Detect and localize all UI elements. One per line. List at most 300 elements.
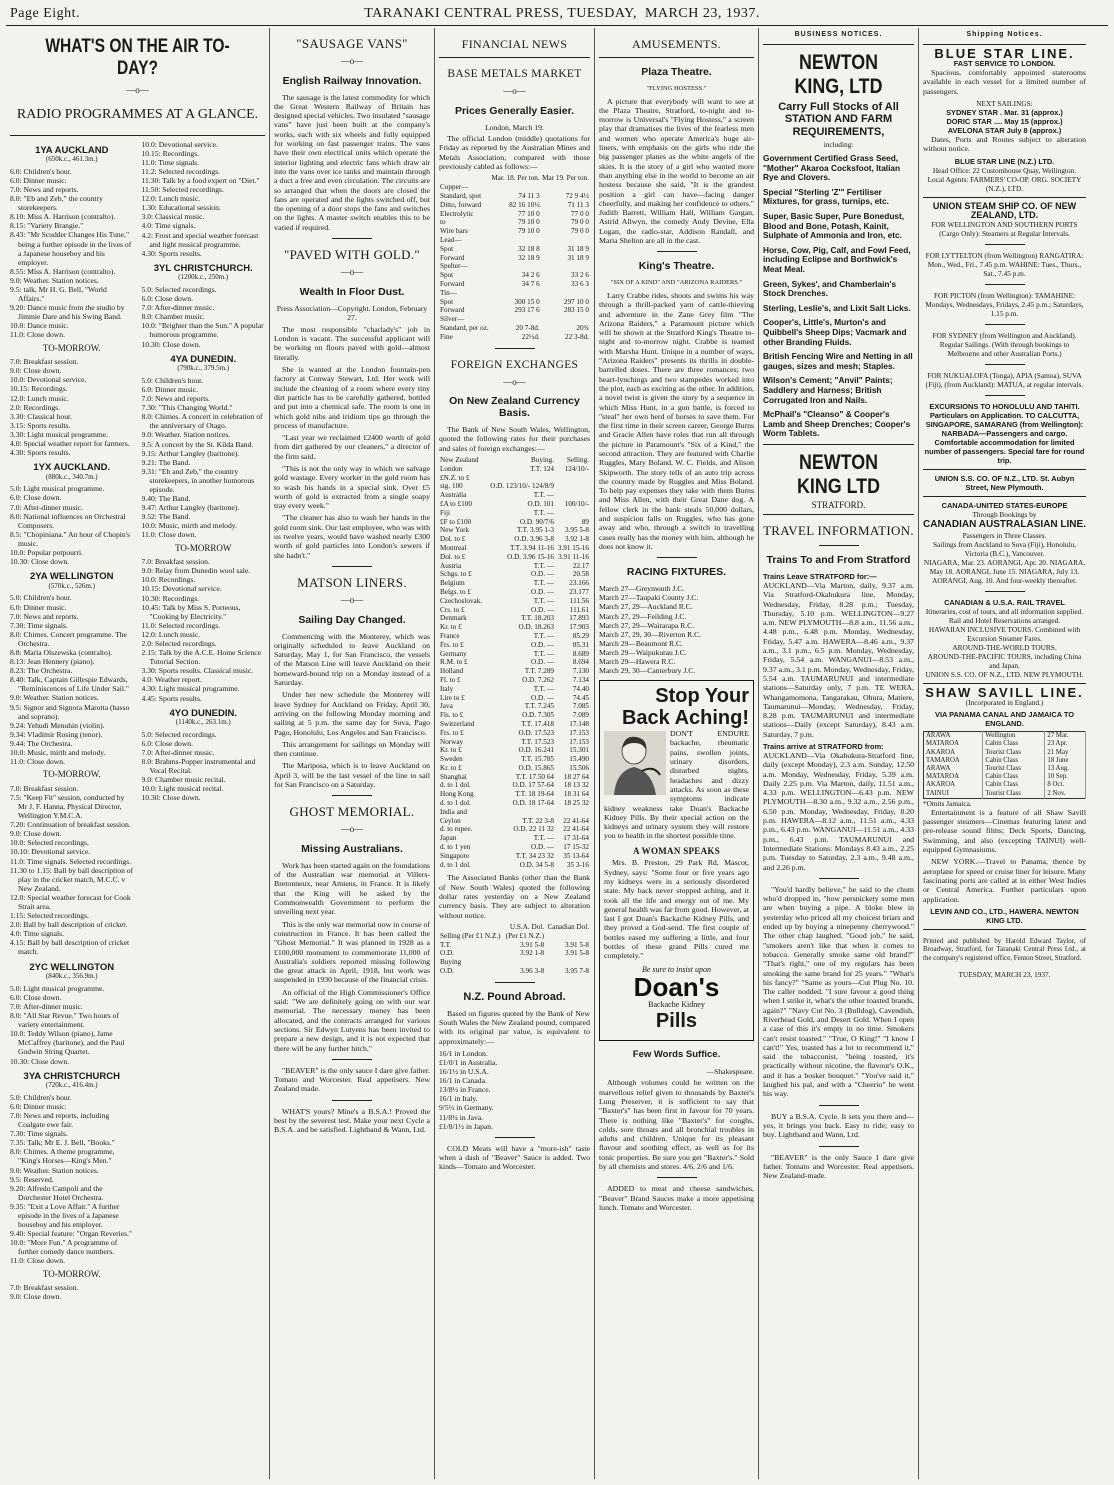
programme-item: 5.0: Children's hour. — [10, 593, 72, 603]
usd-row-cell: 3.91 5-8 — [565, 940, 589, 949]
voyage-row — [924, 749, 1086, 757]
columns — [6, 28, 1108, 1479]
metals-row-cell: 31 18 9 — [567, 253, 589, 262]
tomorrow-heading: TO-MORROW — [175, 542, 232, 553]
divider — [819, 1105, 859, 1106]
matson-body-2: Under her new schedule the Monterey will leave Sydney for Auckland on Friday, April 30, arriving on the following Monday morning and sailing at 5 p.m. the same day for Suva, Pago Pago, Honolulu, Los Angeles and San Francisco. — [274, 690, 430, 737]
metals-row-cell: 72 9 4½ — [565, 191, 589, 200]
hawaiian: HAWAIIAN INCLUSIVE TOURS. Combined with Excursion Steamer Fares. — [928, 624, 1081, 643]
exchange-row-cell: 74.40 — [572, 684, 589, 693]
programme-item: 10.0: Teddy Wilson (piano), Jame McCaffrey (baritone), and the Paul Godwin String Quartet. — [10, 1029, 125, 1057]
metals-row-cell: Forward — [440, 306, 465, 315]
programme-item: 7.0: After-dinner music. — [10, 502, 83, 512]
exchange-row-cell: 3.91 15-16 — [557, 543, 589, 552]
matson-subtitle: Sailing Day Changed. — [298, 613, 406, 626]
divider — [332, 795, 372, 796]
voyage-row-cell: MATAROA — [924, 773, 983, 781]
programme-item: 9.0: Close down. — [10, 366, 62, 376]
divider — [657, 1177, 697, 1178]
divider — [985, 244, 1025, 245]
divider — [332, 566, 372, 567]
metals-row-cell: Forward — [440, 279, 465, 288]
programme-item: 8.10: Miss A. Harrison (contralto). — [10, 212, 116, 222]
usd-row-cell — [503, 958, 545, 967]
doans-dont: DON'T ENDURE backache, rheumatic pains, swollen joints, urinary disorders, disturbed nights, headaches and dizzy attacks. As soon as these symptoms indicate kidney weakness take Doan's Backache Kidney Pills. By their special action on the kidneys and urinary system they will restore you to health in the shortest possible time. — [604, 729, 749, 841]
exchange-row — [439, 711, 590, 720]
metals-row — [439, 183, 590, 192]
divider — [923, 197, 1086, 198]
programme-item: 10.0: "More Fun." A programme of further comedy dance numbers. — [10, 1238, 118, 1257]
programme-item: 8.0: "Eb and Zeb," the country storekeepers. — [10, 194, 103, 213]
ornament: —o— — [126, 85, 149, 95]
metals-row-cell — [541, 289, 590, 298]
exchange-row-cell: O.D. 3.96 15-16 — [507, 552, 555, 561]
itineraries: Itineraries, cost of tours, and all information supplied. Rail and Hotel Reservations arranged. — [925, 606, 1084, 625]
metals-row-cell — [490, 315, 541, 324]
exchange-row-cell: T.T. 18.203 — [521, 614, 555, 623]
racing-item: March 27, 29, 30—Riverton R.C. — [599, 629, 702, 639]
exchange-row-cell: Australia — [440, 491, 467, 500]
cold-meats-ad: COLD Meats will have a "more-ish" taste when a dash of "Beaver" Sauce is added. Two kinds—Tomato and Worcester. — [439, 1143, 590, 1172]
metals-row-cell: Forward — [440, 253, 465, 262]
exchange-row-cell: d. to 1 yen — [440, 843, 471, 852]
programme-item: 10.0: Devotional service. — [10, 375, 87, 385]
exchange-row — [439, 570, 590, 579]
usd-row-cell: O.D. — [440, 966, 454, 975]
newton-king-item: Government Certified Grass Seed, "Mother" Akaroa Cocksfoot, Italian Rye and Clovers. — [763, 153, 901, 183]
exchange-row-cell: Ceylon — [440, 816, 461, 825]
exchange-row-cell: London — [440, 464, 463, 473]
programme-item: 7.30: Time signals. — [10, 620, 68, 630]
exchange-row-cell: Sweden — [440, 755, 463, 764]
voyage-row-cell: 2 Nov. — [1045, 790, 1086, 799]
exchange-row — [439, 509, 590, 518]
beaver-sauce-ad: "BEAVER" is the only Sauce I dare give father. Tomato and Worcester. Real appetisers. New Zealand-made. — [763, 1152, 914, 1181]
exchange-row-cell: 22 41-64 — [563, 816, 589, 825]
exchange-note: The Associated Banks (other than the Bank of New South Wales) quoted the following dollar rates yesterday on a New Zealand currency basis. They are subject to alteration without notice. — [439, 873, 590, 920]
programme-item: 7.0: After-dinner music. — [141, 303, 215, 313]
exchange-row-cell: 7.130 — [572, 667, 589, 676]
usd-row-cell: 3.91 5-8 — [565, 949, 589, 958]
racing-item: March 27, 29—Feilding J.C. — [599, 611, 687, 621]
programme-item: 9.0: Weather. Station notices. — [10, 1165, 99, 1175]
exchange-row-cell: 22.17 — [572, 561, 589, 570]
exchange-row-cell: O.D. — — [531, 640, 555, 649]
programme-item: 7.0: Breakfast session. — [141, 557, 210, 567]
exchange-row — [439, 738, 590, 747]
programme-item: 10.30: Close down. — [141, 339, 201, 349]
programme-item: 5.0: Children's hour. — [10, 1092, 72, 1102]
metals-row — [439, 333, 590, 342]
programme-item: 11.2: Selected recordings. — [141, 166, 221, 176]
bsa-ad: WHAT'S yours? Mine's a B.S.A.! Proved the best by the severest test. Make your next Cycle a B.S.A. and be satisfied. Lightband & Wann, Ltd. — [274, 1106, 430, 1135]
exchange-row-cell: T.T. 17.418 — [521, 719, 555, 728]
programme-item: 10.30: Close down. — [10, 557, 70, 567]
exchange-row-cell: 18 27 64 — [563, 772, 589, 781]
metals-row — [439, 201, 590, 210]
station-frequency: (790k.c., 379.5m.) — [177, 364, 230, 373]
exchange-row-cell: O.D. 34 5-8 — [519, 860, 555, 869]
exchange-row-cell: Dol. to £ — [440, 535, 466, 544]
exchange-row-cell: O.D. — — [531, 587, 555, 596]
divider — [923, 683, 1086, 684]
programme-item: 12.0: Lunch music. — [141, 194, 201, 204]
divider — [439, 57, 590, 58]
ghost-subtitle: Missing Australians. — [301, 842, 403, 855]
pound-intro: Based on figures quoted by the Bank of New South Wales the New Zealand pound, compared with its original par value, is equivalent to approximately:— — [439, 1008, 590, 1046]
metals-row — [439, 324, 590, 333]
exchange-row-cell: 23.166 — [569, 579, 589, 588]
doans-logo — [604, 965, 749, 1032]
metals-row-cell: 79 0 0 — [571, 227, 589, 236]
programme-item: 4.30: Sports results. — [141, 248, 202, 258]
exchange-row-cell: Kr. to £ — [440, 623, 462, 632]
exchange-row-cell: 85.31 — [572, 640, 589, 649]
divider — [599, 57, 754, 58]
programme-item: 11.50: Selected recordings. — [141, 185, 224, 195]
exchange-row — [439, 658, 590, 667]
programme-item: 3.30: Sports results. Classical music. — [141, 666, 254, 676]
paper-name: TARANAKI CENTRAL PRESS, TUESDAY, — [364, 6, 637, 21]
programme-item: 1.30: Educational session. — [141, 203, 221, 213]
usd-row-cell — [545, 958, 590, 967]
ghost-body-1: Work has been started again on the foundations of the Australian war memorial at Villers-Bretonneux, near Amiens, in France. It is likely that the King will be asked by the Commonwealth Government to perform the unveiling next year. — [274, 860, 430, 917]
station-frequency: (880k.c., 340.7m.) — [45, 472, 98, 481]
exchange-header: Selling. — [566, 456, 589, 464]
exchange-row-cell: Frs. to £ — [440, 640, 464, 649]
racing-item: March 29—Beaumont R.C. — [599, 638, 683, 648]
exchange-row — [439, 720, 590, 729]
voyage-row-cell: AKAROA — [924, 781, 983, 789]
exchange-row-cell: O.D. — — [531, 658, 555, 667]
programme-item: 9.15: Arthur Langley (baritone). — [141, 448, 240, 458]
programme-item: 8.0: Chamber music. — [141, 312, 205, 322]
programme-item: 6.0: Children's hour. — [10, 166, 72, 176]
programme-item: 4.15: Ball by ball description of cricket match. — [10, 938, 130, 957]
exchange-row-cell: 74.45 — [572, 693, 589, 702]
exchange-row — [439, 843, 590, 852]
programme-item: 2.15: Talk by the A.C.E. Home Science Tutorial Section. — [141, 648, 262, 667]
programme-item: 6.0: Dinner music. — [141, 384, 199, 394]
voyage-row-cell: Tourist Class — [983, 790, 1045, 799]
exchange-row-cell: O.D. 18 17-64 — [512, 799, 555, 808]
exchange-row — [439, 799, 590, 808]
exchange-row — [439, 482, 590, 491]
through-bookings: Through Bookings by — [972, 509, 1037, 519]
fast-service: FAST SERVICE TO LONDON. — [953, 59, 1056, 69]
gold-body-4: "This is not the only way in which we salvage gold wastage. Every worker in the gold room has to wash his hands in a special sink. Over £5 worth of gold is extracted from a single soapy tray every week." — [274, 463, 430, 511]
usd-row-cell: T.T. — [440, 940, 452, 949]
metals-row-cell: 77 0 0 — [571, 209, 589, 218]
pound-item: 16/1½ in U.S.A. — [439, 1067, 489, 1077]
newton-king-item: Green, Sykes', and Chamberlain's Stock Drenches. — [763, 278, 897, 299]
exchange-row-cell: 35 3-16 — [566, 860, 589, 869]
programme-item: 9.5: talk, Mr H. G. Bell, "World Affairs." — [10, 285, 107, 304]
shaw-savill: SHAW SAVILL LINE. — [925, 684, 1084, 700]
exchange-row-cell: O.D. — — [531, 843, 555, 852]
trains-leave: AUCKLAND—Via Marton, daily, 9.37 a.m. Via Stratford-Okahukura line, Monday, Wednesday, Friday, 8.28 p.m.; Tuesday, Thursday, 5.10 p.m. WELLINGTON—9.27 a.m. NEW PLYMOUTH—8.8 a.m., 11.56 a.m., 4.48 p.m., 6.48 p.m. Monday, Wednesday, Friday, 5.47 a.m. HAWERA—8.46 a.m., 9.37 a.m., 3.1 p.m., 6.5 p.m. Monday, Wednesday, Friday, 5.54 a.m. WANGANUI—8.53 a.m., 9.37 a.m., 3.1 p.m. Monday, Wednesday, Friday, 5.54 a.m. TAUMARUNUI and intermediate stations—Saturday only, 7 p.m. TE WERA, Whangamomona, Tangarakau, Ohura, Matiere, Taumarunui—Monday, Wednesday, Friday, 8.28 p.m. TAUMARUNUI and intermediate stations—Daily (except Saturday), 8.43 a.m. Saturday, 7 p.m. — [763, 580, 914, 739]
nukualofa: FOR NUKUALOFA (Tonga), APIA (Samoa), SUVA (Fiji), (from Auckland): MATUA, at regular intervals. — [925, 370, 1084, 389]
metals-row-cell — [490, 183, 541, 192]
ornament: —o— — [503, 86, 526, 96]
metals-row-cell: 293 17 6 — [514, 306, 540, 315]
exchange-row-cell: d. to 1 dol. — [440, 781, 471, 790]
exchange-row — [439, 641, 590, 650]
exchange-row — [439, 825, 590, 834]
voyage-row — [924, 790, 1086, 799]
exchange-row-cell: O.D. — — [531, 570, 555, 579]
programme-item: 11.0: Close down. — [10, 1256, 65, 1266]
programme-item: 6.0: Close down. — [10, 992, 62, 1002]
newton-king-title-2: NEWTON KING LTD — [797, 450, 880, 498]
programme-item: 1.15: Selected recordings. — [10, 911, 89, 921]
exchange-row-cell: 8.694 — [572, 658, 589, 667]
station-name: 2YC WELLINGTON — [29, 961, 115, 973]
exchange-row-cell: Switzerland — [440, 719, 475, 728]
divider — [923, 44, 1086, 45]
metals-row — [439, 262, 590, 271]
blue-star-sailings — [923, 108, 1086, 135]
usd-row-cell: 3.91 5-8 — [520, 940, 545, 949]
exchange-row-cell: T.T. 15.785 — [521, 755, 555, 764]
divider — [923, 929, 1086, 930]
voyage-row-cell: 23 Apr. — [1045, 740, 1086, 748]
programme-item: 4.2: Frost and special weather forecast and light musical programme. — [141, 230, 259, 249]
doans-ad — [599, 680, 754, 1041]
exchange-row — [439, 491, 590, 500]
programme-item: 10.0: Recordings. — [141, 575, 196, 585]
pound-item: 16/1 in Canada. — [439, 1076, 487, 1086]
exchange-subtitle: On New Zealand Currency Basis. — [449, 395, 580, 420]
metals-row-cell: 300 15 0 — [514, 297, 540, 306]
usd-row-cell: 3.95 7-8 — [565, 966, 589, 975]
programme-item: 6.0: Dinner music. — [10, 602, 67, 612]
exchange-row-cell: T.T. 17.50 64 — [515, 772, 555, 781]
voyage-row-cell: 27 Mar. — [1045, 732, 1086, 741]
exchange-row-cell: 23.177 — [569, 587, 589, 596]
kings-body: Larry Crabbe rides, shoots and swims his way through a thrill-packed yarn of cattle-thieving and adventure in the Zane Grey film "The Arizona Raiders," a Paramount picture which will be shown at the Stratford King's Theatre to-night and to-morrow night. Crabbe is teamed with Marsha Hunt. Unique in a number of ways, "Arizona Raiders" presents its thrills in double-barrelled doses. There are three romances; two heart-lynchings and two stampedes worked into the plot, each as exciting as the other. In addition, a novel twist is given the story by a sequence in which Miss Hunt, in a gun battle, is forced to "steal" her own herd of horses to save them. For the first time in their screen career, George Burns and Gracie Allen have roles that run all through the picture in Paramount's "Six of a Kind," the second attraction. They are featured with Charlie Ruggles, Mary Boland, W. C. Fields, and Alison Skipworth. The story tells of an auto trip across the country made by Ruggles and Miss Boland. To help pay expenses they take with them Burns and Miss Allen, with their Great Dane dog. A fellow clerk in the bank steals 50,000 dollars, and suspicion falls on Ruggles, who has gone away and who, through a switch in travelling cases really has the money with him, although he does not know it. — [599, 290, 754, 551]
exchange-row — [439, 632, 590, 641]
exchange-row-cell: 15.301 — [569, 746, 589, 755]
exchange-row-cell: T.T. — — [533, 596, 555, 605]
exchange-row-cell: Singapore — [440, 851, 470, 860]
metals-row-cell: 297 10 0 — [563, 297, 589, 306]
metals-row-cell — [541, 236, 590, 245]
spacious: Spacious, comfortably appointed staterooms available in each vessel for a limited number of passengers. — [923, 68, 1086, 96]
divider — [763, 514, 914, 515]
racing-item: March 29, 30—Canterbury J.C. — [599, 666, 696, 676]
newton-king-item: Super, Basic Super, Pure Bonedust, Blood and Bone, Potash, Kainit, Sulphate of Ammonia and Iron, etc. — [763, 211, 905, 241]
column-amusements — [595, 28, 759, 1479]
ghost-title: GHOST MEMORIAL. — [289, 804, 415, 820]
ornament: —o— — [340, 824, 364, 835]
exchange-row-cell: T.T. — — [533, 491, 555, 500]
exchange-row-cell: Montreal — [440, 543, 467, 552]
voyage-row-cell: Cabin Class — [983, 781, 1045, 789]
exchange-row-cell: Fl. to £ — [440, 675, 461, 684]
gold-dateline: Press Association—Copyright. London, February 27. — [276, 303, 428, 323]
sausage-title: "SAUSAGE VANS" — [296, 36, 408, 51]
usc-title: UNION STEAM SHIP CO. OF NEW ZEALAND, LTD. — [932, 200, 1077, 220]
footer-date: TUESDAY, MARCH 23, 1937. — [958, 969, 1051, 979]
baxters-body: Although volumes could be written on the marvellous relief given to thousands by Baxter's Lung Preserver, it is sufficient to say that "Baxter's" has been first in favour for 70 years. There is nothing like "Baxter's" for coughs, colds, sore throats and all bronchial troubles in adults and children. Unique for its pleasant flavour and soothing effect, as well as for its tonic properties. Be sure you get "Baxter's." Sold by all chemists and stores. 4/6, 2/6 and 1/6. — [599, 1078, 754, 1172]
pound-item: 9/5½ in Germany. — [439, 1103, 494, 1113]
doans-pills: Pills — [655, 1009, 698, 1032]
station-frequency: (720k.c., 416.4m.) — [45, 1081, 98, 1090]
plaza-body: A picture that everybody will want to see at the Plaza Theatre, Stratford, to-night and to-morrow is Universal's "Flying Hostess," a screen play that dramatises the lives of the fearless men and women who operate America's huge air-liners, with emphasis on the girls who ride the big passenger planes as the white angels of the skies. It is the story of a girl who wanted more than anything else in the world to become an air hostess because she said, "It is the grandest position a girl can have—facing danger cheerfully, and making her confidence to others." Judith Barrett, William Hall, William Gargan, Astrid Allwyn, the comedy Andy Devine, Ella Logan, the radio-star, Addison Randall, and Maria Shelton are all in the cast. — [599, 96, 754, 246]
divider — [495, 1137, 535, 1138]
exchange-row-cell: France — [440, 631, 460, 640]
metals-row-cell: Tin— — [440, 288, 457, 297]
metals-row-cell: 33 6 3 — [571, 279, 589, 288]
exchange-row — [439, 755, 590, 764]
usc-3: UNION S.S. CO. OF N.Z., LTD. NEW PLYMOUTH. — [925, 669, 1084, 679]
programme-item: 11.0: Close down. — [10, 330, 65, 340]
pound-item: 16/1 in Italy. — [439, 1094, 478, 1104]
metals-row-cell: 79 10 0 — [518, 227, 540, 236]
programme-item: 7.0: News and reports, including Coalgate ewe fair. — [10, 1110, 110, 1130]
newton-king-item: Special "Sterling 'Z'" Fertiliser Mixtures, for grass, turnips, etc. — [763, 186, 889, 207]
exchange-row-cell: 85.29 — [572, 631, 589, 640]
voyage-row-cell: ARAWA — [924, 732, 983, 741]
exchange-row-cell: 3.92 1-8 — [565, 535, 589, 544]
exchange-row-cell: 3.91 11-16 — [558, 552, 589, 561]
doans-sub: Backache Kidney — [648, 1000, 705, 1010]
programme-item: 2.0: Ball by ball description of cricket. — [10, 920, 128, 930]
blue-star-agents: Local Agents: FARMERS' CO-OP. ORG. SOCIETY (N.Z.), LTD. — [927, 174, 1082, 193]
metals-row-cell: 79 0 0 — [571, 218, 589, 227]
divider — [819, 878, 859, 879]
exchange-row-cell: 7.089 — [572, 711, 589, 720]
usd-table — [439, 923, 590, 976]
divider — [657, 251, 697, 252]
programme-item: 9.0: Weather. Station notices. — [141, 430, 231, 440]
exchange-row — [439, 500, 590, 509]
programme-item: 9.20: Dance music from the studio by Jimmie Dare and his Swing Band. — [10, 303, 125, 322]
exchange-row-cell: T.T. — — [533, 834, 555, 843]
three-classes: Passengers in Three Classes. — [962, 530, 1047, 540]
paper-date: MARCH 23, 1937. — [644, 6, 760, 21]
column-news-a — [270, 28, 435, 1479]
programme-item: 10.0: Popular potpourri. — [10, 548, 83, 558]
metals-col-1: Mar. 18. Per ton. — [491, 174, 540, 183]
gold-body-2: She is wanted at the London fountain-pen factory at Conway Stewart, Ltd. Her work will include the cleaning of a room where every tiny dirt particle has to be carefully gathered, bottled and put into a chemical safe. The room is one in which gold nibs and iridium tips go through the process of manufacture. — [274, 365, 430, 430]
programme-item: 9.47: Arthur Langley (baritone). — [141, 503, 240, 513]
metals-row — [439, 245, 590, 254]
exchange-row-cell: R.M. to £ — [440, 658, 468, 667]
metals-col-2: Mar 19. Per ton. — [542, 174, 589, 183]
programme-item: 3.0: Classical music. — [141, 212, 205, 222]
exchange-row-cell: 111.61 — [569, 605, 589, 614]
exchange-row-cell: 89 — [581, 517, 589, 526]
programme-item: 7.0: News and reports. — [10, 611, 79, 621]
programme-item: 7.0: After-dinner music. — [10, 1001, 83, 1011]
exchange-row-cell: Italy — [440, 684, 454, 693]
programme-item: 4.30: Light musical programme. — [141, 684, 240, 694]
ornament: —o— — [340, 594, 364, 605]
racing-item: March 29—Hawera R.C. — [599, 657, 676, 666]
pound-title: N.Z. Pound Abroad. — [463, 990, 566, 1003]
exchange-row-cell: Java — [440, 702, 453, 711]
canadian-australasian: CANADIAN AUSTRALASIAN LINE. — [923, 518, 1086, 530]
stratford: STRATFORD. — [811, 499, 866, 510]
metals-row-cell: to — [440, 218, 446, 227]
voyage-row-cell: Cabin Class — [983, 757, 1045, 765]
programme-item: 9.21: The Band. — [141, 457, 191, 467]
voyage-row-cell: Tourist Class — [983, 765, 1045, 773]
sailing-item: AVELONA STAR July 8 (approx.) — [947, 126, 1062, 136]
usd-row — [439, 967, 590, 976]
newton-king-item: Horse, Cow, Pig, Calf, and Fowl Feed, including Eclipse and Borthwick's Meat Meal. — [763, 244, 911, 275]
voyage-row — [924, 765, 1086, 773]
niagara: NIAGARA, Mar. 23. AORANGI, Apr. 20. NIAGARA, May 18. AORANGI, June 15. NIAGARA, July 13. AORANGI, Aug. 10. And four-weekly thereafter. — [923, 557, 1086, 585]
exchange-title: FOREIGN EXCHANGES — [450, 358, 579, 371]
programme-item: 5.0: Selected recordings. — [141, 285, 217, 294]
exchange-row-cell: Lire to £ — [440, 693, 465, 702]
exchange-row — [439, 861, 590, 870]
exchange-row — [439, 790, 590, 799]
exchange-row — [439, 685, 590, 694]
exchange-row-cell: 17 31-64 — [563, 834, 589, 843]
metals-row-cell: 31 18 9 — [567, 244, 589, 253]
station-frequency: (570k.c., 526m.) — [48, 581, 95, 590]
gold-title: "PAVED WITH GOLD." — [283, 247, 421, 263]
picton: FOR PICTON (from Wellington): TAMAHINE: Mondays, Wednesdays, Fridays, 2.45 p.m.; Saturdays, 1.15 p.m. — [925, 290, 1084, 318]
racing-item: March 27—Taupaki County J.C. — [599, 593, 699, 603]
metals-row-cell: 71 11 3 — [567, 200, 589, 209]
voyage-row — [924, 757, 1086, 765]
masthead — [6, 4, 1108, 26]
exchange-row-cell — [486, 808, 555, 817]
exchange-row-cell: d. to rupee. — [440, 825, 473, 834]
exchange-row-cell — [555, 482, 590, 491]
sandwich-ad: ADDED to meat and cheese sandwiches, "Beaver" Brand Sauces make a more appetising lunch. Tomato and Worcester. — [599, 1184, 754, 1212]
pound-item: 13/8½ in France. — [439, 1085, 491, 1095]
exchange-row-cell — [486, 474, 555, 483]
column-business — [759, 28, 919, 1479]
voyage-row — [924, 732, 1086, 741]
programme-item: 9.24: Yehudi Menuhin (violin). — [10, 720, 105, 730]
programme-item: 8.0: Chimes. Concert programme. The Orchestra. — [10, 629, 127, 648]
programme-item: 9.5: Signor and Signora Marotta (basso and soprano). — [10, 702, 130, 721]
programme-item: 2.0: Recordings. — [10, 402, 60, 412]
exchange-row-cell: O.D. — — [531, 605, 555, 614]
exchange-row — [439, 579, 590, 588]
programme-item: 8.43: "Mr Scudder Changes His Tune," being a further episode in the lives of a Japanese houseboy and his employer. — [10, 230, 132, 267]
programme-item: 10.0: Dance music. — [10, 321, 69, 331]
programme-item: 8.8: Maria Olszewska (contralto). — [10, 647, 113, 657]
column-radio — [6, 28, 270, 1479]
exchange-row-cell: Austria — [440, 561, 462, 570]
sausage-body: The sausage is the latest commodity for which the Great Western Railway of Britain has designed special vehicles. Two insulated "sausage vans" have just been built at the company's works, each with six wheels and fully equipped for working on fast passenger trains. The vans have their own electrical units which operate the interior lighting and electric fans which draw air into the vans over ice tanks and maintain through a duct a free and even circulation. The circuits are so arranged that when the doors are closed the fans are operated and the lights switched off, but the opening of a door stops the fans and switches on the lights. A master switch enables this to be varied if required. — [274, 92, 430, 232]
divider — [985, 591, 1025, 592]
exchange-row-cell: 17.148 — [569, 719, 589, 728]
voyage-row-cell: TAINUI — [924, 790, 983, 799]
exchange-row — [439, 614, 590, 623]
programme-item: 7.30: "This Changing World." — [141, 403, 233, 413]
programme-item: 10.0: Music, mirth and melody. — [141, 521, 237, 531]
racing-list — [599, 584, 754, 675]
programme-item: 6.0: Dinner music. — [10, 175, 67, 185]
usd-row-cell — [545, 932, 590, 941]
divider — [10, 135, 265, 136]
metals-row — [439, 271, 590, 280]
metals-row — [439, 280, 590, 289]
programme-item: 8.40: Talk, Captain Gillespie Edwards, "Reminiscences of Life Under Sail." — [10, 675, 130, 694]
divider — [819, 545, 859, 546]
programme-item: 10.15: Recordings. — [141, 148, 200, 158]
ornament: —o— — [340, 267, 364, 278]
